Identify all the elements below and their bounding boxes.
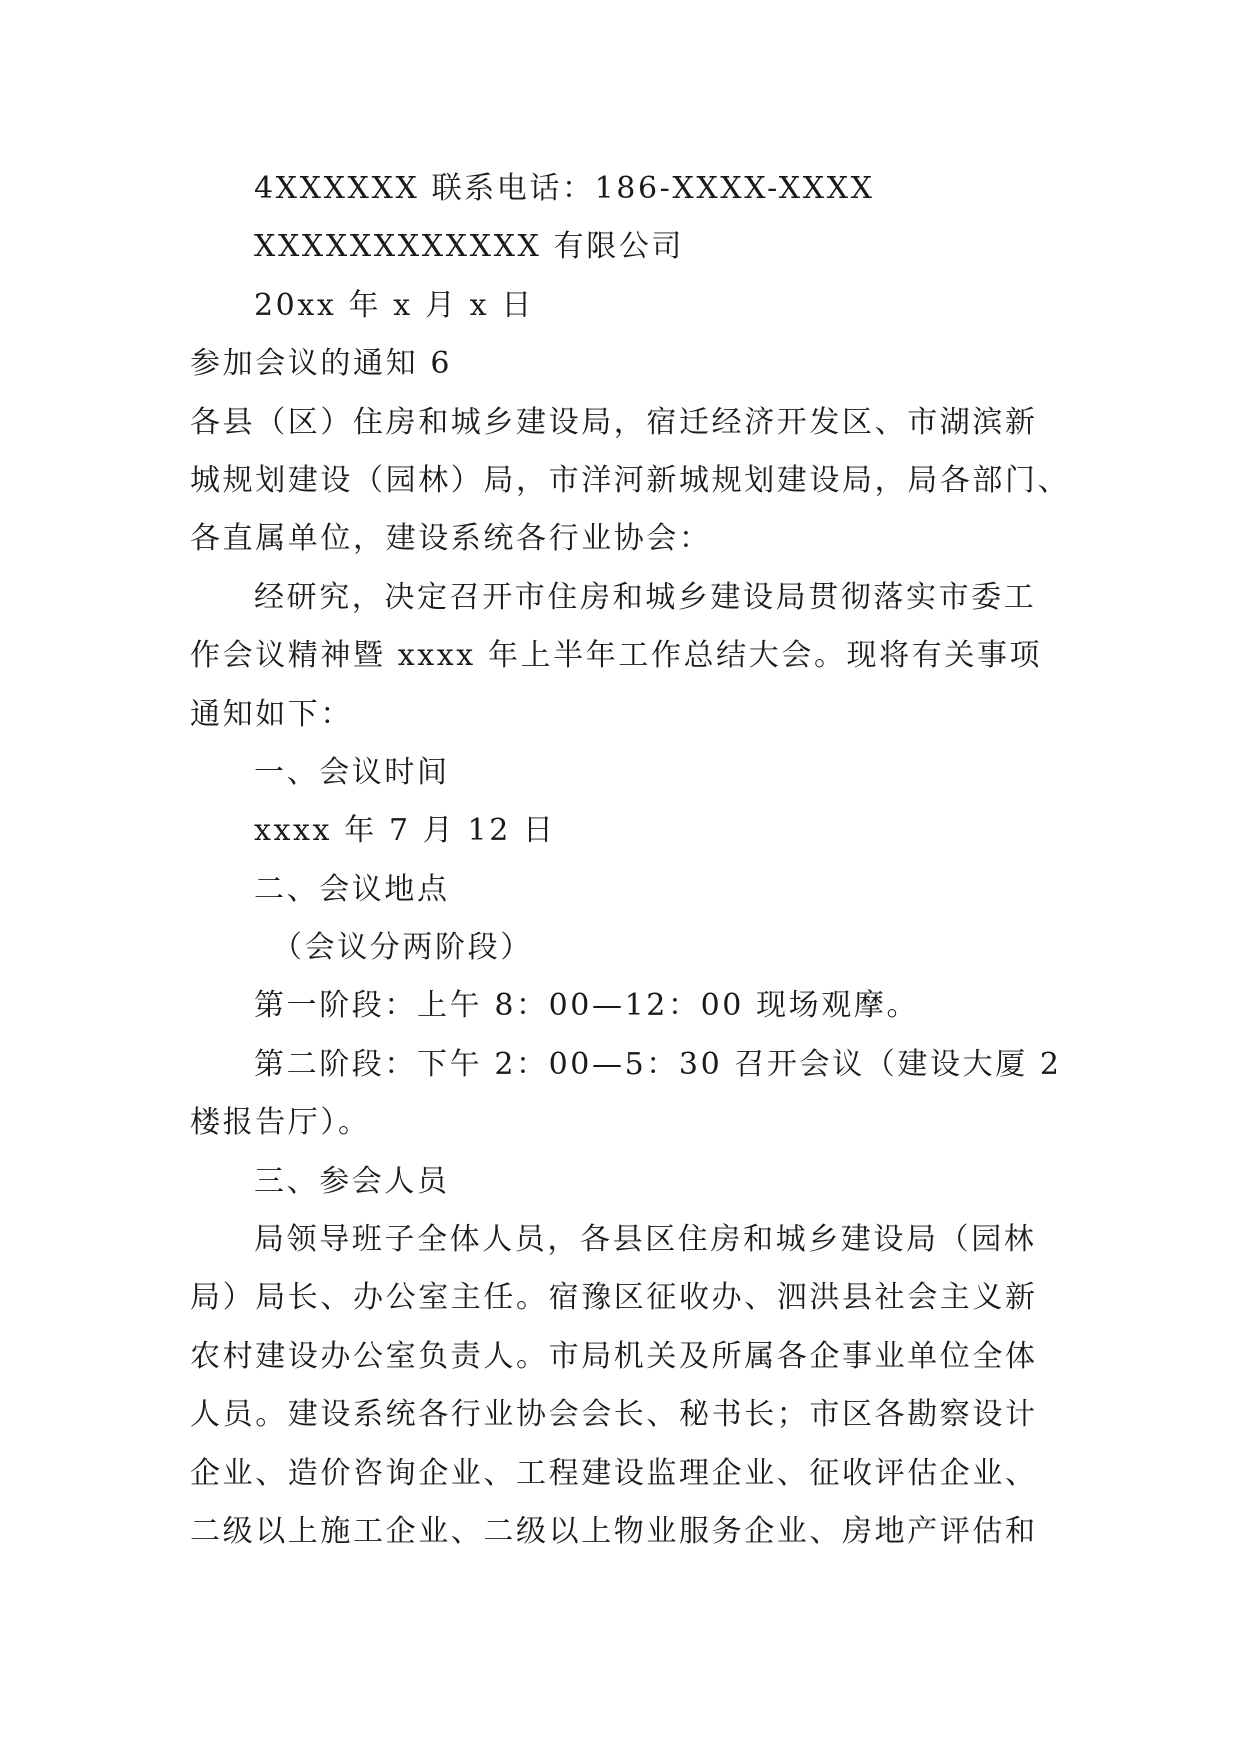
location-note: （会议分两阶段） xyxy=(272,930,533,966)
intro-line-1: 经研究，决定召开市住房和城乡建设局贯彻落实市委工 xyxy=(254,579,1037,615)
company-name: XXXXXXXXXXXX 有限公司 xyxy=(254,229,685,265)
intro-line-2: 作会议精神暨 xxxx 年上半年工作总结大会。现将有关事项 xyxy=(190,638,1043,674)
intro-line-3: 通知如下： xyxy=(190,696,353,732)
attendees-line-1: 局领导班子全体人员，各县区住房和城乡建设局（园林 xyxy=(254,1222,1037,1258)
attendees-line-4: 人员。建设系统各行业协会会长、秘书长；市区各勘察设计 xyxy=(190,1397,1038,1433)
attendees-line-3: 农村建设办公室负责人。市局机关及所属各企事业单位全体 xyxy=(190,1338,1038,1374)
section-heading-attendees: 三、参会人员 xyxy=(254,1163,450,1199)
stage-one: 第一阶段：上午 8：00—12：00 现场观摩。 xyxy=(254,988,920,1024)
date-line: 20xx 年 x 月 x 日 xyxy=(254,287,534,323)
document-page xyxy=(190,160,1070,1561)
section-heading-time: 一、会议时间 xyxy=(254,754,450,790)
meeting-date: xxxx 年 7 月 12 日 xyxy=(254,813,556,849)
contact-line: 4XXXXXX 联系电话：186-XXXX-XXXX xyxy=(254,171,875,206)
stage-two-line-2: 楼报告厅）。 xyxy=(190,1105,371,1141)
attendees-line-6: 二级以上施工企业、二级以上物业服务企业、房地产评估和 xyxy=(190,1513,1038,1549)
addressee-line-3: 各直属单位，建设系统各行业协会： xyxy=(190,521,712,557)
attendees-line-2: 局）局长、办公室主任。宿豫区征收办、泗洪县社会主义新 xyxy=(190,1280,1038,1316)
addressee-line-1: 各县（区）住房和城乡建设局，宿迁经济开发区、市湖滨新 xyxy=(190,404,1038,440)
addressee-line-2: 城规划建设（园林）局，市洋河新城规划建设局，局各部门、 xyxy=(190,462,1071,498)
notice-title: 参加会议的通知 6 xyxy=(190,346,453,382)
attendees-line-5: 企业、造价咨询企业、工程建设监理企业、征收评估企业、 xyxy=(190,1455,1038,1491)
stage-two-line-1: 第二阶段：下午 2：00—5：30 召开会议（建设大厦 2 xyxy=(254,1046,1062,1082)
section-heading-location: 二、会议地点 xyxy=(254,871,450,907)
